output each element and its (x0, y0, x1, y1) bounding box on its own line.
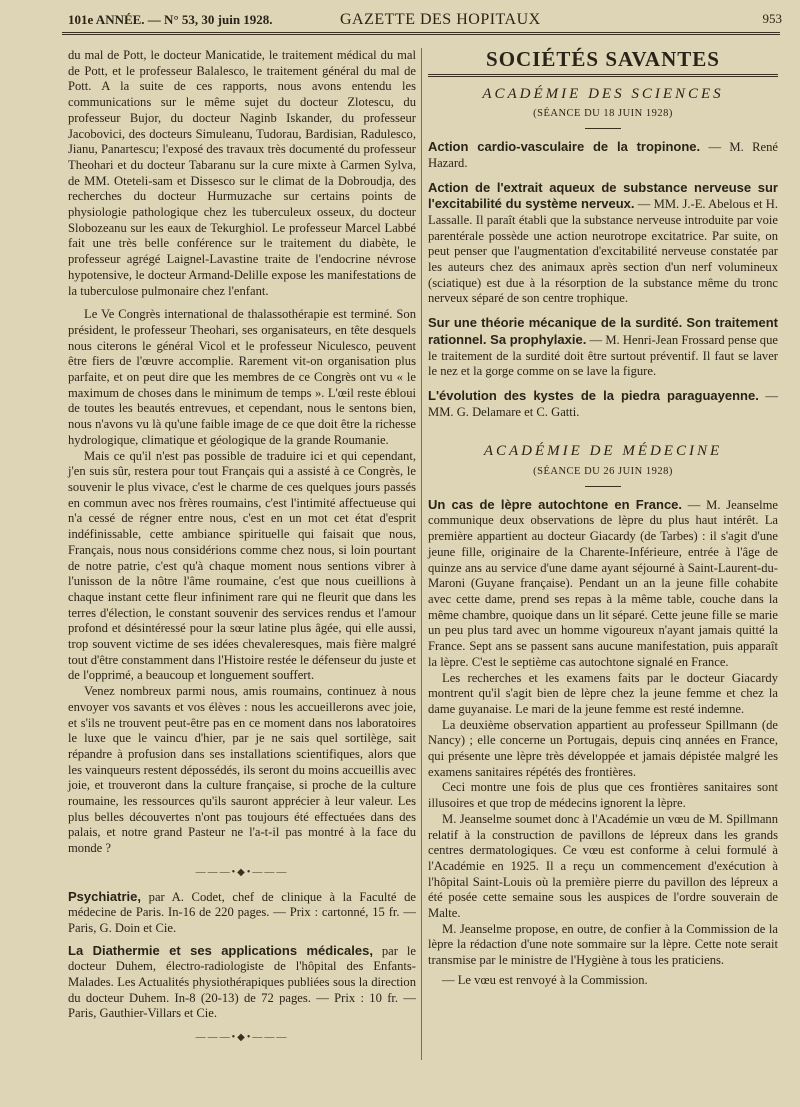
communication-text: — M. Henri-Jean Frossard pense que le traitement de la surdité doit être surtout préventif. Il faut se laver le nez et la gorge comme on se lave la figure. (428, 332, 778, 379)
book-details: par le docteur Duhem, électro-radiologiste de l'hôpital des Enfants-Malades. Les Actualités physiothérapiques publiées sous la direction du docteur Duhem. In-8 (20-13) de 72 pages. — Prix : 10 fr. — Paris, Gauthier-Villars et Cie. (68, 943, 416, 1021)
page-number: 953 (762, 11, 782, 26)
page-header (40, 8, 780, 30)
body-paragraph: Les recherches et les examens faits par le docteur Giacardy montrent qu'il s'agit bien de lèpre chez la jeune femme et chez la dame guyanaise. Le mari de la jeune femme est resté indemne. (428, 670, 778, 716)
communication-item (428, 180, 778, 308)
academy-heading: ACADÉMIE DES SCIENCES (482, 85, 724, 102)
body-paragraph: M. Jeanselme soumet donc à l'Académie un vœu de M. Spillmann relatif à la construction de pavillons de lépreux dans les grands centres dermatologiques. Ce vœu est conforme à celui formulé à l'Académie en 1925. Il a reçu un commencement d'exécution à l'hôpital Saint-Louis où la première pierre du pavillon des lépreux a été posée cette semaine sous les auspices de l'ordre souverain de Malte. (428, 811, 778, 921)
body-paragraph: — Le vœu est renvoyé à la Commission. (442, 972, 648, 987)
communication-title: L'évolution des kystes de la piedra paraguayenne. (428, 387, 759, 403)
body-paragraph: La deuxième observation appartient au professeur Spillmann (de Nancy) ; elle concerne un Portugais, depuis cinq années en France, qui présente une lèpre très développée et jamais dépistée malgré les examens sanitaires répétés des frontières. (428, 717, 778, 779)
communication-text: — M. René Hazard. (428, 140, 778, 170)
intro-paragraph: du mal de Pott, le docteur Manicatide, le traitement médical du mal de Pott, et le professeur Balalesco, le traitement général du mal de Pott. A la suite de ces rapports, nous avons entendu les communications sur le même sujet du docteur Zlotescu, du professeur Bujor, du docteur Naginb Iskander, du professeur Jacobovici, des docteurs Simuleanu, Tudorau, Bardisian, Radulesco, Jianu, Panartescu; l'exposé des travaux très documenté du professeur Theohari et du docteur Tabaranu sur la cure mixte à Carmen Sylva, de MM. Oteteli-sam et Dissesco sur le climat de la Dobroudja, des recherches du docteur Hurmuzache sur certains points de physiologie pathologique chez les tuberculeux osseux, du docteur Slobozeanu sur les eaux de Tekurghiol. Le professeur Marcel Labbé fait une très belle conférence sur le traitement du diabète, le professeur agrégé Laignel-Lavastine traite de l'endocrine névrose hypotensive, le docteur Armand-Delille expose les manifestations de la tuberculose pulmonaire chez l'enfant. (68, 48, 416, 298)
communication-title: Sur une théorie mécanique de la surdité. Son traitement rationnel. Sa prophylaxie. (428, 315, 778, 347)
communication-text: — MM. J.-E. Abelous et H. Lassalle. Il paraît établi que la substance nerveuse introduite par voie parentérale possède une action neurotrope excitatrice. Par suite, on peut penser que l'augmentation d'excitabilité nerveuse constatée par les auteurs chez des animaux après section d'un nerf volumineux (sciatique) est due à la résorption de la substance même du tronc nerveux séparé de son centre trophique. (428, 197, 778, 306)
right-column (428, 48, 778, 989)
short-rule (585, 128, 621, 129)
book-title: Psychiatrie, (68, 888, 141, 904)
issue-info: 101e ANNÉE. — N° 53, 30 juin 1928. (68, 12, 273, 27)
congress-paragraph: Le Ve Congrès international de thalassothérapie est terminé. Son président, le professeur Theohari, ses organisateurs, en tête desquels nous citerons le général Vicol et le professeur Niculesco, peuvent être fiers de l'œuvre accomplie. Rarement vit-on organisation plus parfaite, et on peut dire que les membres de ce Congrès ont vu « le maximum de choses dans le minimum de temps ». L'œil reste ébloui de toutes les beautés entrevues, et cependant, nous le sentons bien, nous n'avons vu là qu'une faible image de ce que doit être la richesse hydrologique, climatique et géologique de la grande Roumanie. (68, 307, 416, 447)
communication-text: — MM. G. Delamare et C. Gatti. (428, 388, 778, 419)
session-date: (SÉANCE DU 18 JUIN 1928) (533, 108, 673, 120)
section-rule (428, 74, 778, 77)
section-title: SOCIÉTÉS SAVANTES (486, 47, 720, 71)
left-column (68, 48, 416, 1054)
publication-title: GAZETTE DES HOPITAUX (340, 11, 541, 28)
body-paragraph: M. Jeanselme propose, en outre, de confier à la Commission de la lèpre la rédaction d'une note sommaire sur la lèpre. Cette note serait transmise par le ministre de l'Hygiène à tous les praticiens. (428, 921, 778, 968)
academy-heading: ACADÉMIE DE MÉDECINE (483, 443, 723, 460)
book-notice (68, 889, 416, 937)
book-notice (68, 943, 416, 1023)
column-divider (421, 48, 422, 1060)
ornament-divider: ———•◆•——— (195, 866, 289, 878)
communication-item (428, 139, 778, 171)
book-details: par A. Codet, chef de clinique à la Faculté de médecine de Paris. In-16 de 220 pages. — Prix : cartonné, 15 fr. — Paris, G. Doin et Cie. (68, 889, 416, 935)
communication-title: Action cardio-vasculaire de la tropinone. (428, 139, 701, 155)
invitation-paragraph: Venez nombreux parmi nous, amis roumains, continuez à nous envoyer vos savants et vos élèves : nous les accueillerons avec joie, et s'ils ne trouvent peut-être pas en ce moment dans nos laboratoires le luxe que le vaincu d'hier, par je ne sais quel sortilège, sait répandre à profusion dans ses installations scientifiques, alors que les vainqueurs restent dépossédés, ils seront du moins accueillis avec joie, et trouveront dans la culture française, si proche de la culture roumaine, les ressources qu'ils sauront apprécier à leur valeur. Les plus belles découvertes n'ont pas toujours été effectuées dans des palais, et notre grand Pasteur ne l'a-t-il pas montré à la face du monde ? (68, 684, 416, 856)
souvenir-paragraph: Mais ce qu'il n'est pas possible de traduire ici et qui cependant, j'en suis sûr, restera pour tout Français qui a assisté à ce Congrès, le souvenir le plus vivace, c'est le charme de ces quelques jours passés en commun avec nos frères roumains, c'est l'intimité affectueuse qui n'a cessé de régner entre nous, c'est en un mot cet état d'esprit indéfinissable, cette ambiance spirituelle qui faisait que nous, Français, nous nous considérions comme chez nous, si loin pourtant de notre patrie, c'est qu'à chaque moment nous sentions vibrer à l'unisson de la nôtre l'âme roumaine, c'est que nous cueillions à chaque instant cette fleur infiniment rare qui ne fleurit que dans les terres d'élection, le constant souvenir des services rendus et l'amour profond et désintéressé pour la sœur latine plus âgée, qui elle aussi, trop souvent victime de ses idées chevaleresques, mais fière malgré tout d'être constamment dans l'Histoire restée le défenseur du juste et de l'opprimé, a beaucoup et longuement souffert. (68, 448, 416, 683)
communication-item (428, 315, 778, 380)
header-rule (62, 32, 780, 35)
communication-item (428, 497, 778, 671)
body-paragraph: Ceci montre une fois de plus que ces frontières sanitaires sont illusoires et que trop de médecins ignorent la lèpre. (428, 780, 778, 811)
short-rule (585, 486, 621, 487)
ornament-divider: ———•◆•——— (195, 1032, 289, 1044)
session-date: (SÉANCE DU 26 JUIN 1928) (533, 466, 673, 478)
communication-text: — M. Jeanselme communique deux observations de lèpre du plus haut intérêt. La première appartient au docteur Giacardy (de Tarbes) : il s'agit d'une jeune fille, originaire de la Charente-Inférieure, entrée à l'âge de quinze ans au service d'une dame ayant séjourné à Saint-Laurent-du-Maroni (Guyane française). Pendant un an la jeune fille cohabite avec cette dame, prend ses repas à la même table, couche dans la même chambre, quoique dans un lit séparé. Cette jeune fille se marie un peu plus tard avec un homme vigoureux n'ayant jamais quitté la France. Sept ans se passent sans aucune manifestation, puis apparaît la lèpre. C'est le septième cas autochtone signalé en France. (428, 497, 778, 669)
communication-item (428, 388, 778, 420)
communication-title: Action de l'extrait aqueux de substance nerveuse sur l'excitabilité du système nerveux. (428, 179, 778, 212)
book-title: La Diathermie et ses applications médicales, (68, 942, 373, 958)
communication-title: Un cas de lèpre autochtone en France. (428, 496, 683, 512)
